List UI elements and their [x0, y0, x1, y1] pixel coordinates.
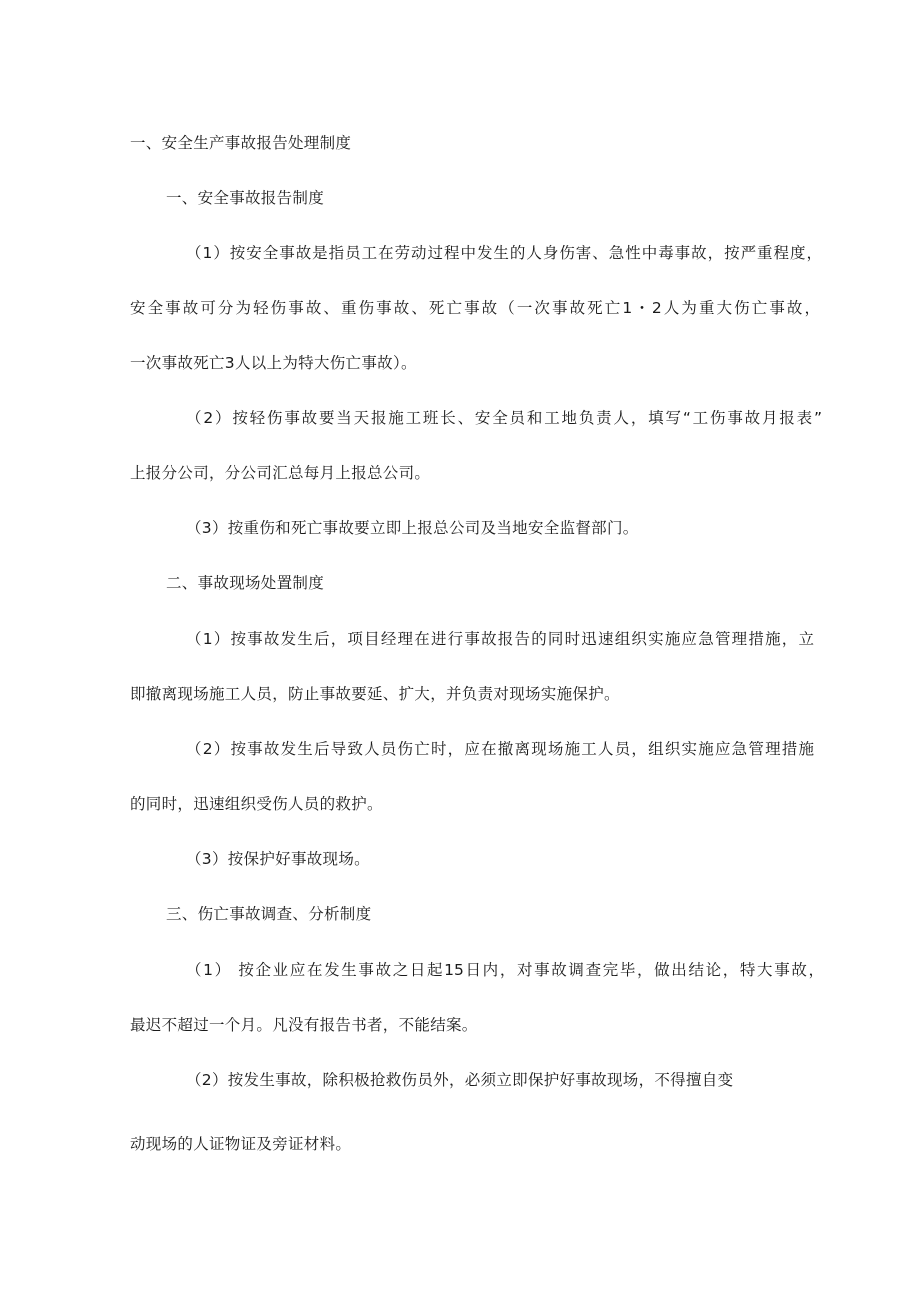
- section-heading: 一、安全事故报告制度: [166, 189, 325, 207]
- section-heading: 二、事故现场处置制度: [166, 574, 325, 592]
- paragraph-line: 上报分公司，分公司汇总每月上报总公司。: [130, 464, 431, 482]
- paragraph-line: 最迟不超过一个月。凡没有报告书者，不能结案。: [130, 1016, 478, 1034]
- paragraph-line: （2）按发生事故，除积极抢救伤员外，必须立即保护好事故现场，不得擅自变: [186, 1071, 734, 1089]
- section-heading: 三、伤亡事故调查、分析制度: [166, 905, 372, 923]
- paragraph-line: 动现场的人证物证及旁证材料。: [130, 1135, 352, 1153]
- paragraph-line: 安全事故可分为轻伤事故、重伤事故、死亡事故（一次事故死亡1・2人为重大伤亡事故，: [130, 299, 820, 317]
- paragraph-line: （1）按事故发生后，项目经理在进行事故报告的同时迅速组织实施应急管理措施，立: [186, 630, 814, 648]
- paragraph-line: （2）按事故发生后导致人员伤亡时，应在撤离现场施工人员，组织实施应急管理措施: [186, 740, 814, 758]
- paragraph-line: （1） 按企业应在发生事故之日起15日内，对事故调查完毕，做出结论，特大事故，: [186, 961, 824, 979]
- paragraph-line: （2）按轻伤事故要当天报施工班长、安全员和工地负责人，填写“工伤事故月报表”: [186, 409, 822, 427]
- paragraph-line: （3）按重伤和死亡事故要立即上报总公司及当地安全监督部门。: [186, 519, 639, 537]
- document-title: 一、安全生产事故报告处理制度: [130, 134, 352, 152]
- paragraph-line: 一次事故死亡3人以上为特大伤亡事故）。: [130, 354, 417, 372]
- paragraph-line: （1）按安全事故是指员工在劳动过程中发生的人身伤害、急性中毒事故，按严重程度，: [186, 244, 822, 262]
- paragraph-line: 即撤离现场施工人员，防止事故要延、扩大，并负责对现场实施保护。: [130, 685, 620, 703]
- paragraph-line: （3）按保护好事故现场。: [186, 850, 370, 868]
- paragraph-line: 的同时，迅速组织受伤人员的救护。: [130, 795, 383, 813]
